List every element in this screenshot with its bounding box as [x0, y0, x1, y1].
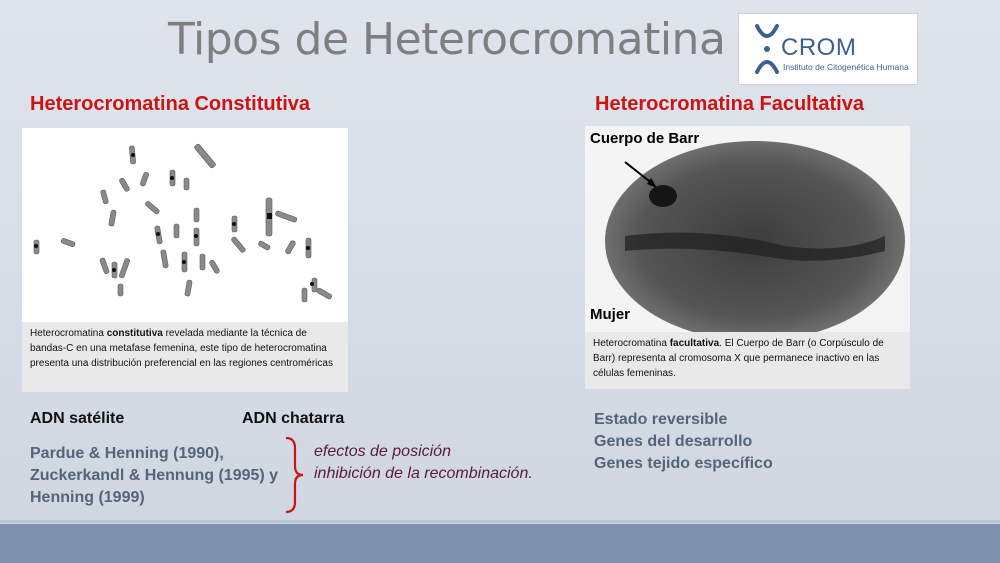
- features-list: [594, 409, 773, 475]
- label-mujer: Mujer: [590, 306, 631, 323]
- effect-1: efectos de posición: [314, 443, 451, 460]
- effect-2: inhibición de la recombinación.: [314, 465, 533, 482]
- bottom-divider: [0, 520, 1000, 523]
- caption-text-rest: revelada mediante la técnica de bandas-C en una metafase femenina, este tipo de heterocromatina presenta una distribución preferencial en las regiones centroméricas: [30, 328, 333, 369]
- heading-facultativa: Heterocromatina Facultativa: [595, 93, 864, 115]
- effects-list: [314, 441, 533, 485]
- caption-bold: facultativa: [669, 338, 720, 349]
- caption-facultativa: [585, 332, 910, 389]
- label-cuerpo-de-barr: Cuerpo de Barr: [590, 130, 700, 147]
- adn-satelite: ADN satélite: [30, 410, 125, 427]
- logo-brand: CROM: [781, 34, 857, 61]
- reference-2: Zuckerkandl & Hennung (1995) y: [30, 467, 279, 484]
- slide-title: Tipos de Heterocromatina: [168, 14, 726, 65]
- right-brace-icon: [284, 436, 306, 514]
- feature-1: Estado reversible: [594, 411, 728, 428]
- heading-constitutiva: Heterocromatina Constitutiva: [30, 93, 311, 115]
- caption-constitutiva: [22, 322, 348, 392]
- adn-chatarra: ADN chatarra: [242, 410, 345, 427]
- caption-bold: constitutiva: [106, 328, 163, 339]
- chromosome-logo-icon: [753, 24, 781, 74]
- bottom-bar: [0, 524, 1000, 563]
- caption-text: Heterocromatina: [30, 328, 107, 339]
- nucleus-drawing: [585, 126, 910, 332]
- barr-body-image: [585, 126, 910, 332]
- caption-text-rest: . El Cuerpo de Barr (o Corpúsculo de Barr) representa al cromosoma X que permanece inactivo en las células femeninas.: [593, 338, 884, 379]
- reference-3: Henning (1999): [30, 489, 145, 506]
- chromosomes-drawing: [22, 128, 348, 322]
- references-list: [30, 443, 278, 509]
- metaphase-image: [22, 128, 348, 322]
- caption-text: Heterocromatina: [593, 338, 670, 349]
- feature-3: Genes tejido específico: [594, 455, 773, 472]
- crom-logo: [738, 13, 918, 85]
- reference-1: Pardue & Henning (1990),: [30, 445, 224, 462]
- feature-2: Genes del desarrollo: [594, 433, 753, 450]
- logo-subtitle: Instituto de Citogenética Humana: [783, 62, 909, 72]
